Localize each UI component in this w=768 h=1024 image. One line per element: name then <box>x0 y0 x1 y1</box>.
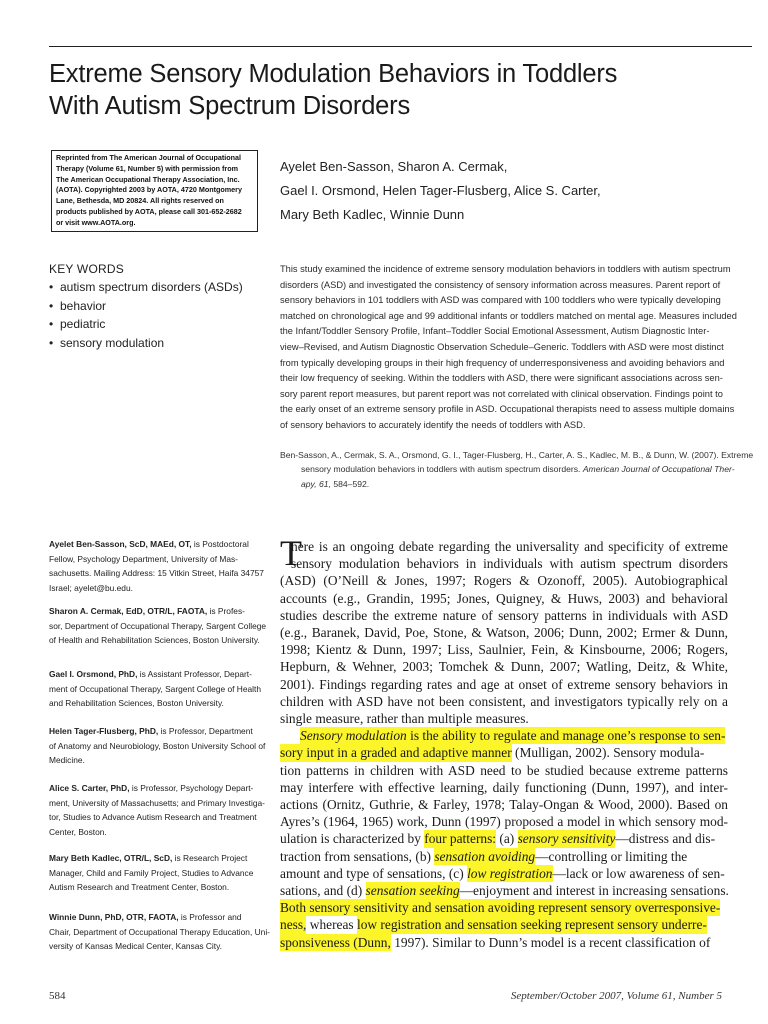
abstract-line: from typically developing groups in their high frequency of underresponsiveness and avoiding behaviors and <box>280 357 725 368</box>
body-text-span: 1997). Similar to Dunn’s model is a recent classification of <box>390 934 711 950</box>
body-text-span: traction from sensations, (b) <box>280 848 435 864</box>
affiliation-text: ment of Occupational Therapy, Sargent College of Health <box>49 683 261 694</box>
affiliation-ben-sasson <box>49 537 271 595</box>
affiliation-dunn <box>49 910 271 954</box>
citation-pages: 584–592. <box>330 478 370 489</box>
abstract-line: the Infant/Toddler Sensory Profile, Infant–Toddler Social Emotional Assessment, Autism Diagnostic Inter- <box>280 326 710 337</box>
author-line: Mary Beth Kadlec, Winnie Dunn <box>280 207 465 222</box>
keyword-item: • sensory modulation <box>49 334 243 353</box>
affiliation-text: is Professor, Psychology Depart- <box>129 783 254 793</box>
highlighted-term: sensory sensitivity <box>517 831 616 847</box>
affiliation-name: Helen Tager-Flusberg, PhD, <box>49 726 159 736</box>
body-text-span: —enjoyment and interest in increasing sensations. <box>459 883 729 899</box>
citation-text: sensory modulation behaviors in toddlers with autism spectrum disorders. <box>301 464 583 475</box>
highlighted-text: is the ability to regulate and manage one’s response to sen- <box>406 728 726 744</box>
body-line: 2001). Findings regarding rates and age at onset of extreme sensory behaviors in <box>280 676 728 692</box>
affiliation-text: Israel; ayelet@bu.edu. <box>49 582 133 593</box>
body-line <box>280 916 728 933</box>
reprint-line: Lane, Bethesda, MD 20824. All rights reserved on <box>56 196 224 206</box>
reprint-line: The American Occupational Therapy Association, Inc. <box>56 174 240 184</box>
affiliation-tager-flusberg <box>49 724 271 768</box>
body-line: (ASD) (O’Neill & Jones, 1997; Rogers & Ozonoff, 2005). Autobiographical <box>280 573 728 589</box>
body-text <box>280 538 728 951</box>
body-text-span: whereas <box>306 917 357 933</box>
keywords-heading: KEY WORDS <box>49 262 124 276</box>
body-line <box>280 882 728 899</box>
affiliation-text: Manager, Child and Family Project, Studies to Advance <box>49 867 254 878</box>
body-text-span: —controlling or limiting the <box>535 848 688 864</box>
abstract-line: sensory behaviors in 101 toddlers with ASD was compared with 100 toddlers who were typically developing <box>280 295 721 306</box>
affiliation-name: Mary Beth Kadlec, OTR/L, ScD, <box>49 853 173 863</box>
affiliation-text: sachusetts. Mailing Address: 15 Vitkin Street, Haifa 34757 <box>49 568 264 579</box>
abstract <box>280 262 737 434</box>
body-text-span: amount and type of sensations, (c) <box>280 865 468 881</box>
affiliation-name: Winnie Dunn, PhD, OTR, FAOTA, <box>49 912 179 922</box>
abstract-line: view–Revised, and Autism Diagnostic Observation Schedule–Generic. Toddlers with ASD were most distinct <box>280 341 724 352</box>
affiliation-text: of Health and Rehabilitation Sciences, Boston University. <box>49 635 260 646</box>
affiliation-text: is Research Project <box>172 853 248 863</box>
body-line <box>280 899 728 916</box>
author-list <box>280 155 601 227</box>
abstract-line: disorders (ASD) and investigated the consistency of sensory information across measures. Parent report of <box>280 279 721 290</box>
body-line: sensory modulation behaviors in individuals with autism spectrum disorders <box>291 556 728 572</box>
highlighted-text: Both sensory sensitivity and sensation avoiding represent sensory overresponsive- <box>280 900 721 916</box>
page-number: 584 <box>49 990 66 1002</box>
citation-line: Ben-Sasson, A., Cermak, S. A., Orsmond, G. I., Tager-Flusberg, H., Carter, A. S., Kadlec, M. B., & Dunn, W. (2007). Extreme <box>280 450 754 460</box>
author-line: Ayelet Ben-Sasson, Sharon A. Cermak, <box>280 159 508 174</box>
highlighted-text: low registration and sensation seeking represent sensory underre- <box>356 917 707 933</box>
keywords-list <box>49 278 243 352</box>
body-line: actions (Ornitz, Guthrie, & Farley, 1978; Talay-Ongan & Wood, 2000). Based on <box>280 797 728 813</box>
affiliation-carter <box>49 781 271 839</box>
citation <box>280 448 754 491</box>
affiliation-name: Sharon A. Cermak, EdD, OTR/L, FAOTA, <box>49 606 208 616</box>
affiliation-text: is Professor and <box>178 912 242 922</box>
body-text-span: (a) <box>496 831 518 847</box>
affiliation-text: is Professor, Department <box>158 726 253 736</box>
body-line: accounts (e.g., Grandin, 1995; Jones, Quigney, & Huws, 2003) and behavioral <box>280 590 728 606</box>
citation-journal: apy, 61, <box>301 478 331 489</box>
affiliation-name: Ayelet Ben-Sasson, ScD, MAEd, OT, <box>49 539 192 549</box>
body-line: 1998; Kientz & Dunn, 1997; Liss, Saulnier, Fein, & Kinsbourne, 2006; Rogers, <box>280 642 728 658</box>
keywords-section <box>49 260 243 352</box>
body-line <box>280 848 728 865</box>
highlighted-text: sponsiveness (Dunn, <box>280 934 391 950</box>
affiliation-text: sor, Department of Occupational Therapy, Sargent College <box>49 620 267 631</box>
body-line <box>280 744 728 761</box>
affiliation-text: and Rehabilitation Sciences, Boston University. <box>49 698 224 709</box>
affiliation-cermak <box>49 604 271 648</box>
body-line: Hepburn, & Wehner, 2003; Tomchek & Dunn, 2007; Watling, Deitz, & White, <box>280 659 728 675</box>
affiliation-text: is Profes- <box>207 606 245 616</box>
highlighted-term: sensation avoiding <box>434 848 536 864</box>
body-line: here is an ongoing debate regarding the universality and specificity of extreme <box>291 539 728 554</box>
reprint-line: Therapy (Volume 61, Number 5) with permission from <box>56 163 238 173</box>
abstract-line: the early onset of an extreme sensory profile in ASD. Occupational therapists need to assess multiple domains <box>280 404 735 415</box>
affiliation-kadlec <box>49 851 271 895</box>
highlighted-term: Sensory modulation <box>300 728 407 744</box>
keyword-item: • pediatric <box>49 315 243 334</box>
affiliation-text: versity of Kansas Medical Center, Kansas City. <box>49 941 222 952</box>
body-text-span: ulation is characterized by <box>280 831 425 847</box>
body-text-span: —lack or low awareness of sen- <box>552 865 725 881</box>
abstract-line: of sensory behaviors to accurately identify the needs of toddlers with ASD. <box>280 419 586 430</box>
body-line: tion patterns in children with ASD need to be studied because extreme patterns <box>280 762 728 778</box>
body-line <box>280 830 728 847</box>
citation-journal: American Journal of Occupational Ther- <box>582 464 735 475</box>
affiliation-text: Chair, Department of Occupational Therapy Education, Uni- <box>49 926 270 937</box>
reprint-line: products published by AOTA, please call 301-652-2682 <box>56 206 242 216</box>
body-line <box>280 865 728 882</box>
body-line: studies describe the extreme nature of sensory patterns in individuals with ASD <box>280 607 728 623</box>
reprint-notice <box>51 150 258 232</box>
body-line: (e.g., Baranek, David, Poe, Stone, & Watson, 2006; Dunn, 2002; Ermer & Dunn, <box>280 625 728 641</box>
affiliation-text: Medicine. <box>49 755 85 766</box>
affiliation-text: is Assistant Professor, Depart- <box>137 669 252 679</box>
highlighted-term: sensation seeking <box>365 883 460 899</box>
affiliation-text: Autism Research and Treatment Center, Boston. <box>49 882 230 893</box>
reprint-line: (AOTA). Copyrighted 2003 by AOTA, 4720 Montgomery <box>56 185 242 195</box>
affiliation-text: Fellow, Psychology Department, University of Mas- <box>49 553 238 564</box>
title-line: Extreme Sensory Modulation Behaviors in Toddlers <box>49 60 618 88</box>
highlighted-text: four patterns: <box>424 831 497 847</box>
abstract-line: their low frequency of seeking. Within the toddlers with ASD, there were significant associations across sen- <box>280 373 723 384</box>
abstract-line: matched on chronological age and 99 additional infants or toddlers matched on mental age. Measures included <box>280 310 737 321</box>
affiliation-text: ment, University of Massachusetts; and Primary Investiga- <box>49 797 265 808</box>
body-line <box>280 727 728 744</box>
body-line: Ayres’s (1964, 1965) work, Dunn (1997) proposed a model in which sensory mod- <box>280 814 728 830</box>
affiliation-name: Alice S. Carter, PhD, <box>49 783 130 793</box>
body-line <box>280 934 728 951</box>
affiliation-text: Center, Boston. <box>49 826 107 837</box>
author-line: Gael I. Orsmond, Helen Tager-Flusberg, Alice S. Carter, <box>280 183 601 198</box>
affiliation-text: tor, Studies to Advance Autism Research and Treatment <box>49 812 257 823</box>
journal-issue: September/October 2007, Volume 61, Number 5 <box>510 990 722 1002</box>
affiliation-orsmond <box>49 667 271 711</box>
citation-line <box>280 477 740 491</box>
reprint-line: or visit www.AOTA.org. <box>56 217 136 227</box>
highlighted-text: ness, <box>280 917 307 933</box>
reprint-line: Reprinted from The American Journal of Occupational <box>56 153 242 162</box>
top-rule <box>49 46 752 47</box>
affiliation-name: Gael I. Orsmond, PhD, <box>49 669 138 679</box>
affiliation-text: is Postdoctoral <box>191 539 249 549</box>
abstract-line: This study examined the incidence of extreme sensory modulation behaviors in toddlers with autism spectrum <box>280 264 731 274</box>
highlighted-text: sory input in a graded and adaptive manner <box>280 745 512 761</box>
body-line: single measure, rather than multiple measures. <box>280 711 529 727</box>
abstract-line: sory parent report measures, but parent report was not correlated with clinical observation. Findings point to <box>280 388 723 399</box>
body-text-span: sations, and (d) <box>280 883 366 899</box>
body-line: may interfere with effective learning, daily functioning (Dunn, 1997), and inter- <box>280 779 728 795</box>
title-line: With Autism Spectrum Disorders <box>49 92 411 120</box>
body-line: children with ASD have not been consistent, and investigators typically rely on a <box>280 693 728 709</box>
body-text-span: (Mulligan, 2002). Sensory modula- <box>511 745 705 761</box>
citation-line <box>280 462 740 476</box>
article-title <box>49 58 749 122</box>
keyword-item: • behavior <box>49 297 243 316</box>
affiliation-text: of Anatomy and Neurobiology, Boston University School of <box>49 740 266 751</box>
highlighted-term: low registration <box>467 865 553 881</box>
keyword-item: • autism spectrum disorders (ASDs) <box>49 278 243 297</box>
body-text-span: —distress and dis- <box>615 831 716 847</box>
drop-cap: T <box>280 533 302 573</box>
